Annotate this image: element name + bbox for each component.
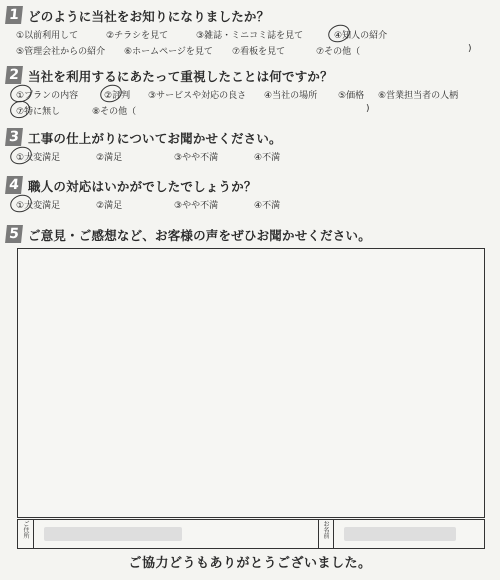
option[interactable]: ③雑誌・ミニコミ誌を見て <box>196 31 304 41</box>
option[interactable]: ④不満 <box>254 201 281 211</box>
question-text: 当社を利用するにあたって重視したことは何ですか？ <box>28 69 333 84</box>
name-label: お名前 <box>323 521 330 540</box>
divider <box>318 520 319 548</box>
circle-mark <box>8 144 34 167</box>
option[interactable]: ④不満 <box>254 153 281 163</box>
options-row <box>6 26 496 42</box>
divider <box>33 520 34 548</box>
option[interactable]: ②チラシを見て <box>106 31 169 41</box>
option[interactable]: ③サービスや対応の良さ <box>148 91 247 101</box>
option[interactable]: ③やや不満 <box>174 153 219 163</box>
options-row <box>6 196 496 212</box>
option-selected[interactable]: ⑦特に無し <box>16 107 61 117</box>
options-row <box>6 102 496 118</box>
question-number-badge: 3 <box>5 128 23 146</box>
option[interactable]: ⑦看板を見て <box>232 47 286 57</box>
thank-you-message: ご協力どうもありがとうございました。 <box>128 556 372 571</box>
question-3 <box>6 128 496 164</box>
question-number-badge: 1 <box>5 6 23 24</box>
name-field-redacted[interactable] <box>344 527 456 541</box>
close-paren: ) <box>366 104 370 114</box>
option-selected[interactable]: ①大変満足 <box>16 201 61 211</box>
address-label: ご住所 <box>23 521 30 540</box>
option-selected[interactable]: ②評判 <box>104 91 131 101</box>
options-row <box>6 86 496 102</box>
address-field-redacted[interactable] <box>44 527 182 541</box>
option-other[interactable]: ⑦その他（ <box>316 47 361 57</box>
question-number-badge: 5 <box>5 225 23 243</box>
question-text: 工事の仕上がりについてお聞かせください。 <box>28 131 282 146</box>
question-1 <box>6 6 496 58</box>
question-text: どのように当社をお知りになりましたか？ <box>28 9 270 24</box>
comment-box[interactable] <box>17 248 485 518</box>
option[interactable]: ⑤価格 <box>338 91 365 101</box>
options-row <box>6 42 496 58</box>
option[interactable]: ⑤管理会社からの紹介 <box>16 47 106 57</box>
option[interactable]: ③やや不満 <box>174 201 219 211</box>
option[interactable]: ②満足 <box>96 201 123 211</box>
option-other[interactable]: ⑧その他（ <box>92 107 137 117</box>
option-selected[interactable]: ①プランの内容 <box>16 91 79 101</box>
option[interactable]: ④当社の場所 <box>264 91 318 101</box>
question-2 <box>6 66 496 118</box>
customer-info-bar <box>17 519 485 549</box>
question-text: ご意見・ご感想など、お客様の声をぜひお聞かせください。 <box>28 228 371 243</box>
question-number-badge: 2 <box>5 66 23 84</box>
option[interactable]: ⑥ホームページを見て <box>124 47 213 57</box>
question-number-badge: 4 <box>5 176 23 194</box>
option[interactable]: ②満足 <box>96 153 123 163</box>
option-selected[interactable]: ④知人の紹介 <box>334 31 388 41</box>
question-5 <box>6 225 496 245</box>
option[interactable]: ⑥営業担当者の人柄 <box>378 91 459 101</box>
divider <box>333 520 334 548</box>
close-paren: ) <box>468 44 472 54</box>
options-row <box>6 148 496 164</box>
question-4 <box>6 176 496 212</box>
option-selected[interactable]: ①大変満足 <box>16 153 61 163</box>
circle-mark <box>8 192 34 215</box>
option[interactable]: ①以前利用して <box>16 31 79 41</box>
circle-mark <box>8 98 32 120</box>
question-text: 職人の対応はいかがでしたでしょうか？ <box>28 179 257 194</box>
